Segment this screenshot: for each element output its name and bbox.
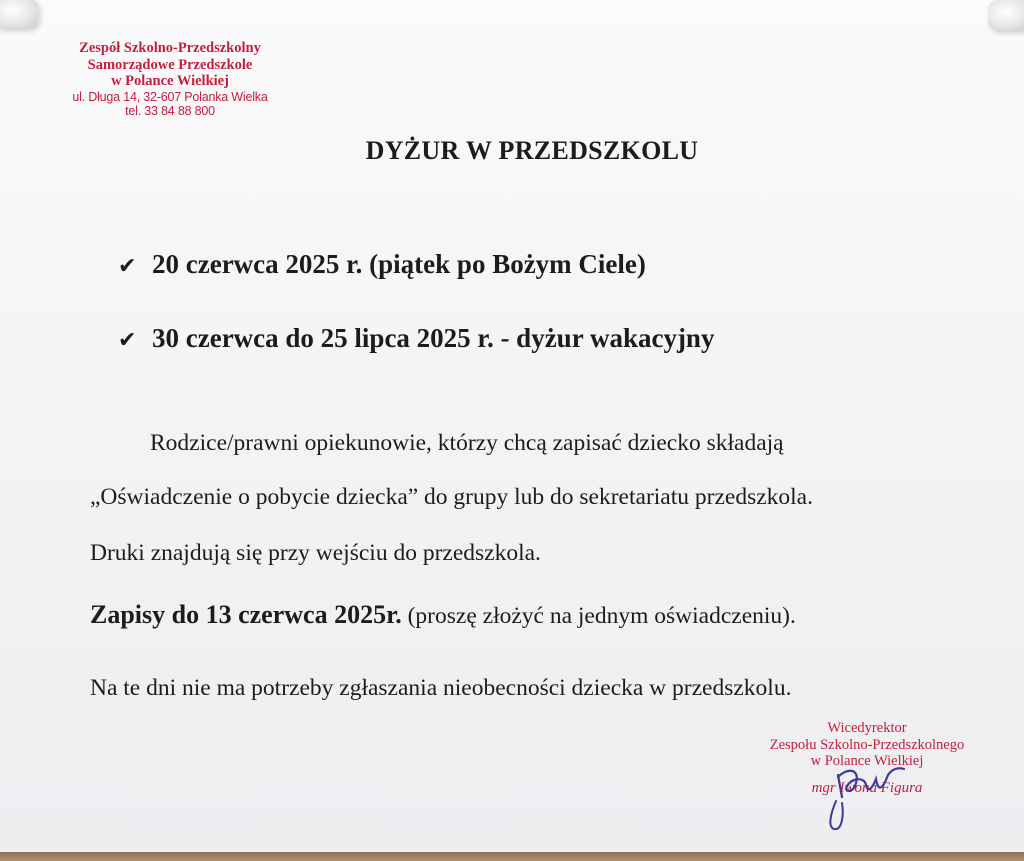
checkmark-icon: ✔ [118, 254, 137, 279]
enrollment-deadline-bold: Zapisy do 13 czerwca 2025r. [90, 600, 402, 629]
school-stamp [44, 40, 296, 119]
list-item-text: 20 czerwca 2025 r. (piątek po Bożym Ciele) [152, 249, 646, 279]
checkmark-icon: ✔ [118, 328, 137, 353]
stamp-line: Samorządowe Przedszkole [87, 56, 253, 73]
handwritten-signature [808, 745, 928, 835]
body-paragraph: Na te dni nie ma potrzeby zgłaszania nieobecności dziecka w przedszkolu. [90, 675, 792, 701]
list-item [118, 249, 646, 280]
list-item [118, 323, 714, 354]
page-title: DYŻUR W PRZEDSZKOLU [365, 136, 699, 165]
list-item-text: 30 czerwca do 25 lipca 2025 r. - dyżur wakacyjny [152, 323, 715, 353]
stamp-line: Zespół Szkolno-Przedszkolny [79, 40, 261, 56]
stamp-line: w Polance Wielkiej [810, 753, 924, 770]
stamp-phone: tel. 33 84 88 800 [125, 104, 215, 119]
stamp-line: Wicedyrektor [827, 720, 907, 736]
pushpin-icon [988, 0, 1024, 30]
body-paragraph: „Oświadczenie o pobycie dziecka” do grupy lub do sekretariatu przedszkola. [90, 484, 813, 510]
stamp-line: w Polance Wielkiej [111, 73, 229, 90]
enrollment-note: (proszę złożyć na jednym oświadczeniu). [407, 603, 796, 629]
stamp-line: Zespołu Szkolno-Przedszkolnego [769, 736, 965, 753]
stamp-address: ul. Długa 14, 32-607 Polanka Wielka [72, 90, 268, 105]
enrollment-deadline [90, 600, 796, 630]
body-paragraph: Rodzice/prawni opiekunowie, którzy chcą zapisać dziecko składają [150, 430, 784, 456]
table-surface [0, 852, 1024, 861]
pushpin-icon [0, 0, 38, 28]
stamp-name: mgr Iwona Figura [811, 780, 923, 797]
body-paragraph: Druki znajdują się przy wejściu do przedszkola. [90, 540, 541, 566]
